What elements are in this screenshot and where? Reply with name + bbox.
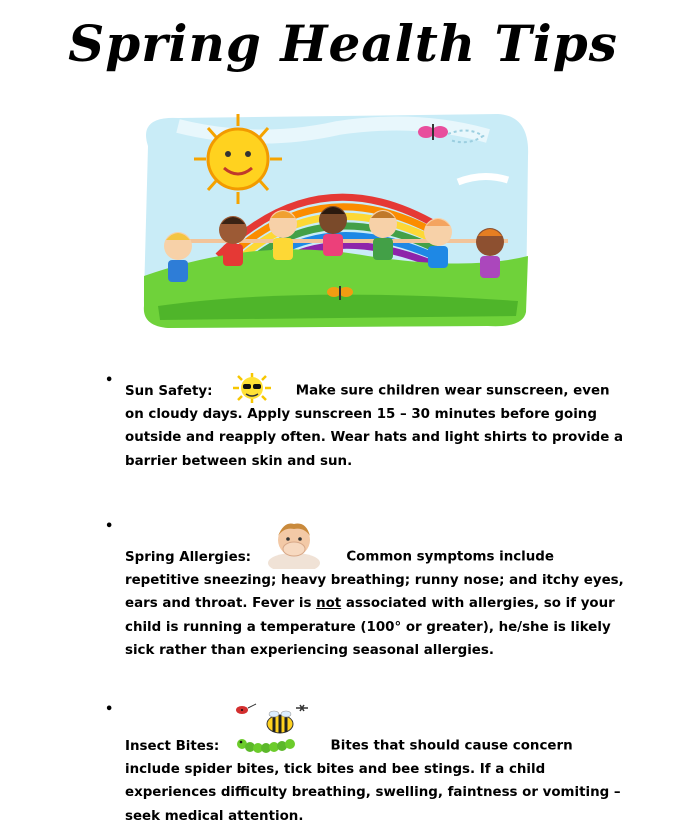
tip-body-a: Common symptoms include repetitive sneezing; heavy breathing; runny nose; and itchy eyes, ears and throat. Fever is (125, 549, 624, 612)
tip-label: Insect Bites: (125, 738, 220, 754)
tip-body-b: associated with allergies, so if your child is running a temperature (100° or greater), he/she is likely sick rather than experiencing seasonal allergies. (125, 596, 615, 659)
tip-text (125, 702, 625, 828)
bugs-icon (234, 702, 318, 758)
sun-with-sunglasses-icon (225, 373, 279, 403)
tip-text (125, 373, 625, 473)
tip-body: Bites that should cause concern include spider bites, tick bites and bee stings. If a child experiences difficulty breathing, swelling, faintness or vomiting – seek medical attention. (125, 738, 621, 824)
tip-body-emphasis: not (316, 596, 342, 612)
child-sneezing-photo (264, 519, 324, 569)
tip-label: Sun Safety: (125, 383, 213, 399)
tip-text (125, 519, 625, 663)
page-title: Spring Health Tips (68, 14, 618, 73)
tip-body: Make sure children wear sunscreen, even on cloudy days. Apply sunscreen 15 – 30 minutes before going outside and reapply often. Wear hats and light shirts to provide a barrier between skin and sun. (125, 383, 624, 469)
bullet: • (105, 373, 114, 388)
bullet: • (105, 519, 114, 534)
spring-kids-illustration (138, 106, 532, 332)
bullet: • (105, 702, 114, 717)
tip-label: Spring Allergies: (125, 549, 252, 565)
